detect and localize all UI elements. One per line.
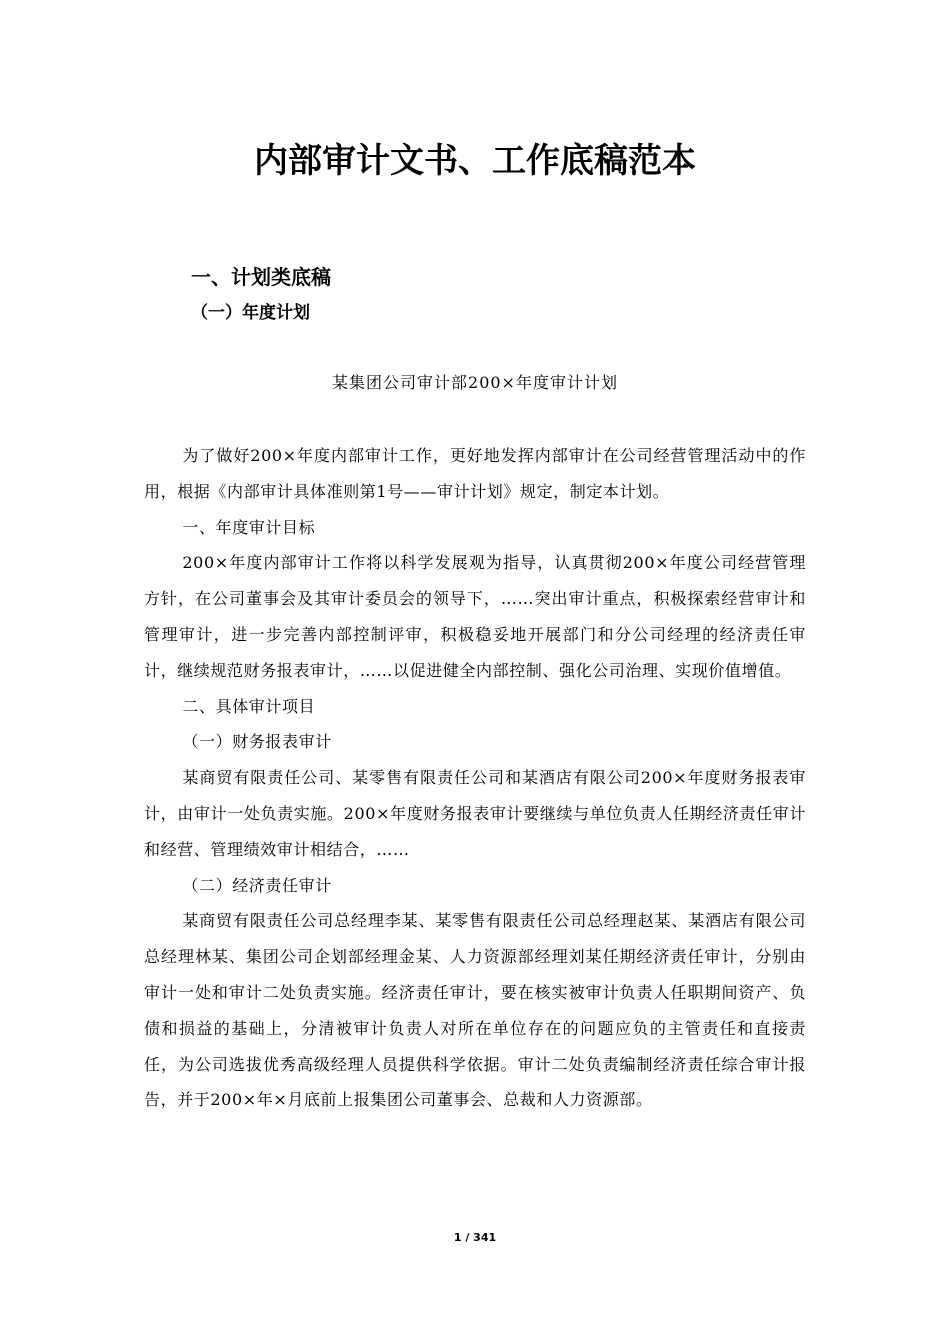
paragraph-goals: 200×年度内部审计工作将以科学发展观为指导，认真贯彻200×年度公司经营管理方针，在公司董事会及其审计委员会的领导下，……突出审计重点，积极探索经营审计和管理审计，进一步完善内部控制评审，积极稳妥地开展部门和分公司经理的经济责任审计，继续规范财务报表审计，……以促进健全内部控制、强化公司治理、实现价值增值。	[144, 553, 806, 680]
section-heading: 一、计划类底稿	[191, 265, 331, 289]
paragraph-intro: 为了做好200×年度内部审计工作，更好地发挥内部审计在公司经营管理活动中的作用，根据《内部审计具体准则第1号——审计计划》规定，制定本计划。	[144, 446, 806, 501]
subsection-heading: （一）年度计划	[191, 303, 310, 323]
paragraph-heading-responsibility-audit: （二）经济责任审计	[182, 875, 332, 895]
page-number: 1 / 341	[453, 1231, 497, 1244]
paragraph-heading-financial-audit: （一）财务报表审计	[182, 732, 332, 752]
paragraph-financial-audit: 某商贸有限责任公司、某零售有限责任公司和某酒店有限公司200×年度财务报表审计，由审计一处负责实施。200×年度财务报表审计要继续与单位负责人任期经济责任审计和经营、管理绩效审计相结合，……	[144, 768, 806, 859]
document-title: 内部审计文书、工作底稿范本	[254, 141, 696, 181]
plan-title: 某集团公司审计部200×年度审计计划	[332, 373, 618, 392]
paragraph-heading-goals: 一、年度审计目标	[182, 517, 316, 537]
paragraph-responsibility-audit: 某商贸有限责任公司总经理李某、某零售有限责任公司总经理赵某、某酒店有限公司总经理林某、集团公司企划部经理金某、人力资源部经理刘某任期经济责任审计，分别由审计一处和审计二处负责实施。经济责任审计，要在核实被审计负责人任职期间资产、负债和损益的基础上，分清被审计负责人对所在单位存在的问题应负的主管责任和直接责任，为公司选拔优秀高级经理人员提供科学依据。审计二处负责编制经济责任综合审计报告，并于200×年×月底前上报集团公司董事会、总裁和人力资源部。	[144, 911, 806, 1110]
paragraph-heading-projects: 二、具体审计项目	[182, 696, 316, 716]
document-body	[144, 438, 806, 1118]
